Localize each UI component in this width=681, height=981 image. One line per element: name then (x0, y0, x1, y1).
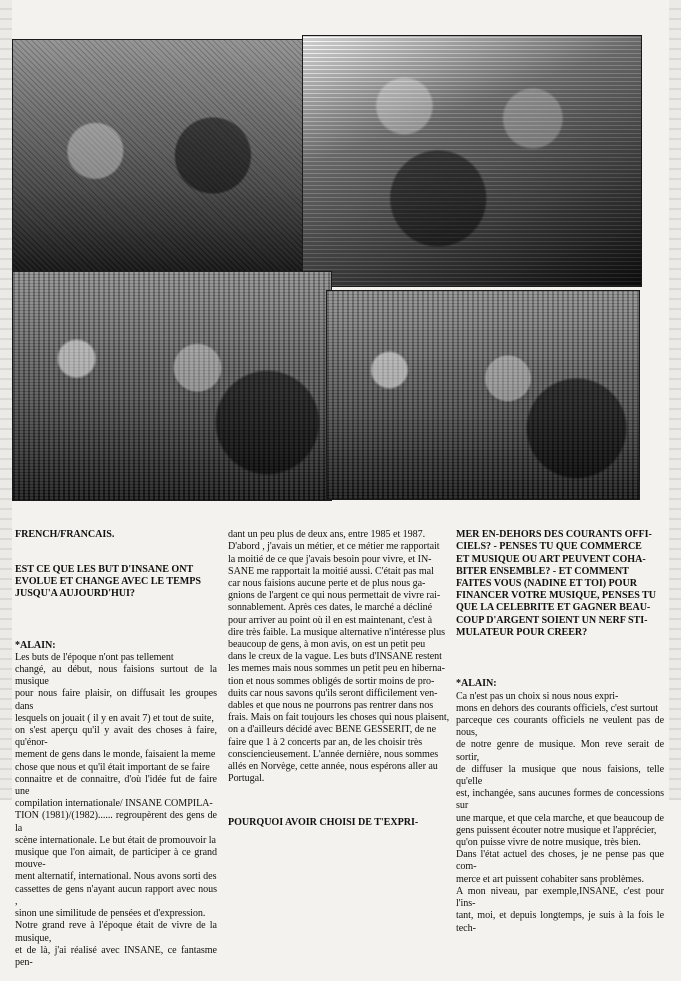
top-right-photo (302, 35, 642, 287)
answer-2-speaker: *ALAIN: (456, 678, 497, 690)
left-page-bleed (0, 0, 12, 800)
article-column-3 (456, 517, 664, 947)
bottom-right-photo-image (327, 291, 639, 499)
question-2-continuation: MER EN-DEHORS DES COURANTS OFFI- CIELS? - PENSES TU QUE COMMERCE ET MUSIQUE OU ART PEUVENT COHA- BITER ENSEMBLE? - ET COMMENT FAITES VOUS (NADINE ET TOI) POUR FINANCER VOTRE MUSIQUE, PENSES TU QUE LA CELEBRITE ET GAGNER BEAU- COUP D'ARGENT SOIENT UN NERF STI- MULATEUR POUR CREER? (456, 529, 656, 638)
bottom-right-photo (326, 290, 640, 500)
answer-1-paragraph (15, 627, 217, 969)
top-left-photo-image (13, 40, 307, 271)
article-column-2 (228, 517, 453, 856)
article-column-1 (15, 517, 217, 981)
bottom-left-photo (12, 271, 332, 501)
right-page-bleed (669, 0, 681, 800)
answer-1-continuation: dant un peu plus de deux ans, entre 1985 et 1987. D'abord , j'avais un métier, et ce métier me rapportait la moitié de ce que j'avais besoin pour vivre, et IN- SANE me rapportait la moitié aussi. C'était pas mal car nous faisions aucune perte et de plus nous ga- gnions de l'argent ce qui nous permettait de vivre rai- sonnablement. Après ces dates, le marché a décliné pour arriver au point où il en est maintenant, c'est à dire très faible. La musique alternative n'intéresse plus beaucoup de gens, à mon avis, on est un petit peu dans le creux de la vague. Les buts d'INSANE restent les memes mais nous sommes un petit peu en hiberna- tion et nous sommes obligés de sortir moins de pro- duits car nous savons qu'ils seront difficilement ven- dables et que nous ne pourrons pas rentrer dans nos frais. Mais on fait toujours les choses qui nous plaisent, on a d'ailleurs décidé avec BENE GESSERIT, de ne faire que 1 à 2 concerts par an, de les choisir très consciencieusement. L'année dernière, nous sommes allés en Norvège, cette année, nous espérons aller au Portugal. (228, 529, 450, 785)
question-1: EST CE QUE LES BUT D'INSANE ONT EVOLUE ET CHANGE AVEC LE TEMPS JUSQU'A AUJOURD'HUI? (15, 563, 201, 600)
top-left-photo (12, 39, 308, 272)
answer-1-speaker: *ALAIN: (15, 639, 56, 651)
question-2-start: POURQUOI AVOIR CHOISI DE T'EXPRI- (228, 816, 419, 828)
paragraph-spacer (228, 798, 453, 805)
section-label: FRENCH/FRANCAIS. (15, 529, 115, 541)
bottom-left-photo-image (13, 272, 331, 500)
top-right-photo-image (303, 36, 641, 286)
answer-1-col1-text: Les buts de l'époque n'ont pas tellement changé, au début, nous faisions surtout de la musique pour nous faire plaisir, on diffusait les groupes dans lesquels on jouait ( il y en avait 7) et tout de suite, on s'est aperçu qu'il y avait des choses à faire, qu'énor- mement de gens dans le monde, faisaient la meme chose que nous et qu'il était important de se faire connaitre et de connaitre, d'où l'idée fut de faire une compilation internationale/ INSANE COMPILA- TION (1981)/(1982)...... regroupèrent des gens de la scène internationale. Le but était de promouvoir la musique que l'on aimait, de participer à ce grand mouve- ment alternatif, international. Nous avons sorti des cassettes de gens n'ayant aucun rapport avec nous , sinon une similitude de pensées et d'expression. Notre grand reve à l'époque était de vivre de la musique, et de là, j'ai réalisé avec INSANE, ce fantasme pen- (15, 651, 217, 968)
answer-2-paragraph (456, 666, 664, 934)
answer-2-col3-text: Ca n'est pas un choix si nous nous expri- mons en dehors des courants officiels, c'est surtout parceque ces courants officiels ne veulent pas de nous, de notre genre de musique. Mon reve serait de sortir, de diffuser la musique que nous faisions, telle qu'elle est, inchangée, sans aucunes formes de concessions sur une marque, et que cela marche, et que beaucoup de gens puissent écouter notre musique et l'apprécier, qu'on puisse vivre de notre musique, très bien. Dans l'état actuel des choses, je ne pense pas que com- merce et art puissent cohabiter sans problèmes. A mon niveau, par exemple,INSANE, c'est pour l'ins- tant, moi, et depuis longtemps, je suis à la fois le tech- (456, 690, 664, 934)
